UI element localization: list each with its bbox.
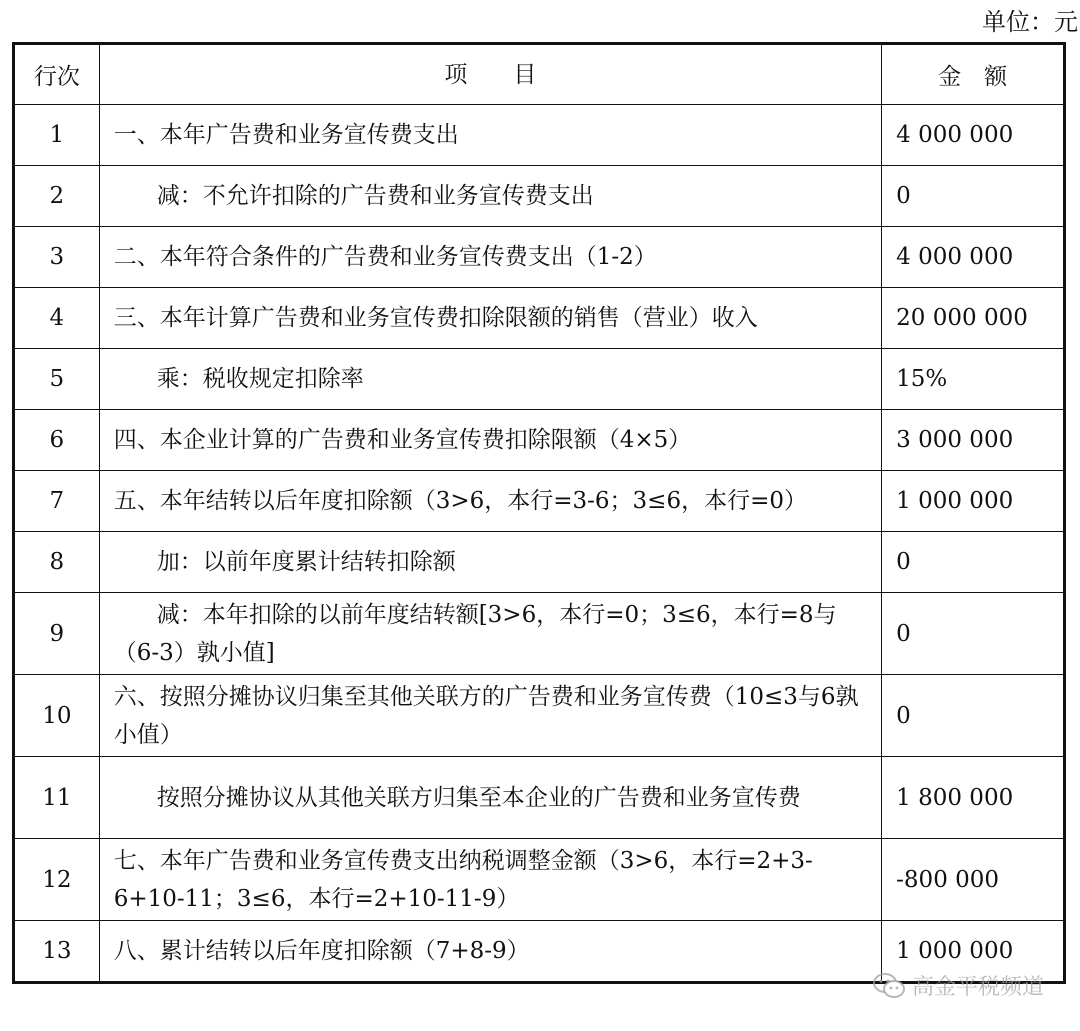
row-number: 8 [14,532,100,593]
row-item: 加：以前年度累计结转扣除额 [99,532,881,593]
row-amount: 15% [882,349,1065,410]
table-row [14,105,1065,166]
row-number: 5 [14,349,100,410]
row-item: 乘：税收规定扣除率 [99,349,881,410]
row-item: 八、累计结转以后年度扣除额（7+8-9） [99,921,881,983]
row-amount: 4 000 000 [882,105,1065,166]
row-number: 3 [14,227,100,288]
row-number: 2 [14,166,100,227]
row-item: 按照分摊协议从其他关联方归集至本企业的广告费和业务宣传费 [99,757,881,839]
row-number: 7 [14,471,100,532]
table-row [14,839,1065,921]
row-amount: 0 [882,532,1065,593]
row-number: 11 [14,757,100,839]
row-amount: 0 [882,675,1065,757]
row-amount: 1 800 000 [882,757,1065,839]
unit-label: 单位：元 [982,8,1078,36]
table-header-row [14,44,1065,105]
row-item: 七、本年广告费和业务宣传费支出纳税调整金额（3>6，本行=2+3-6+10-11；3≤6，本行=2+10-11-9） [99,839,881,921]
row-number: 13 [14,921,100,983]
table-row [14,288,1065,349]
row-item: 一、本年广告费和业务宣传费支出 [99,105,881,166]
row-item: 二、本年符合条件的广告费和业务宣传费支出（1-2） [99,227,881,288]
watermark-text: 高金平税频道 [911,975,1044,1000]
row-number: 9 [14,593,100,675]
row-amount: 3 000 000 [882,410,1065,471]
wechat-icon [872,972,906,1000]
table-row [14,410,1065,471]
header-row-number: 行次 [14,44,100,105]
row-number: 1 [14,105,100,166]
table-row [14,471,1065,532]
row-amount: 0 [882,166,1065,227]
row-item: 四、本企业计算的广告费和业务宣传费扣除限额（4×5） [99,410,881,471]
tax-adjustment-table [12,42,1066,984]
row-amount: 1 000 000 [882,921,1065,983]
row-item: 减：不允许扣除的广告费和业务宣传费支出 [99,166,881,227]
header-item: 项 目 [99,44,881,105]
table-row [14,675,1065,757]
row-amount: 4 000 000 [882,227,1065,288]
row-amount: 0 [882,593,1065,675]
row-item: 六、按照分摊协议归集至其他关联方的广告费和业务宣传费（10≤3与6孰小值） [99,675,881,757]
watermark [872,970,1044,1001]
row-item: 五、本年结转以后年度扣除额（3>6，本行=3-6；3≤6，本行=0） [99,471,881,532]
row-number: 6 [14,410,100,471]
table-row [14,349,1065,410]
row-number: 4 [14,288,100,349]
row-number: 12 [14,839,100,921]
row-amount: 1 000 000 [882,471,1065,532]
table-row [14,227,1065,288]
row-amount: 20 000 000 [882,288,1065,349]
row-amount: -800 000 [882,839,1065,921]
table-row [14,593,1065,675]
header-amount: 金 额 [882,44,1065,105]
table-row [14,757,1065,839]
table-row [14,166,1065,227]
row-item: 减：本年扣除的以前年度结转额[3>6，本行=0；3≤6，本行=8与（6-3）孰小值] [99,593,881,675]
row-item: 三、本年计算广告费和业务宣传费扣除限额的销售（营业）收入 [99,288,881,349]
row-number: 10 [14,675,100,757]
table-row [14,532,1065,593]
